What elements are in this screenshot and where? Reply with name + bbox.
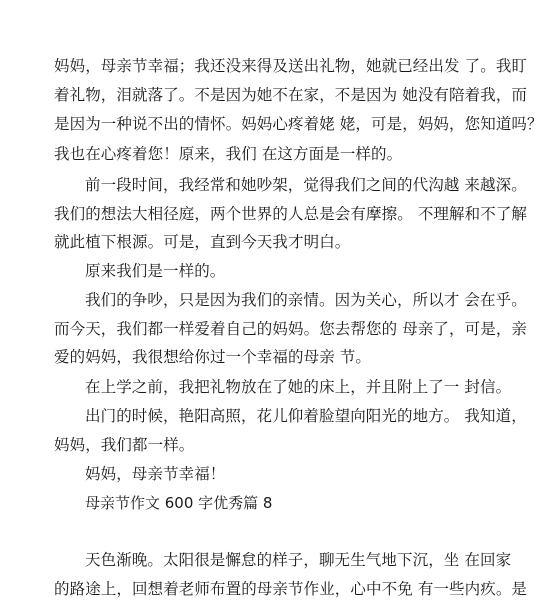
text-line: 妈妈，母亲节幸福！	[85, 465, 226, 483]
text-line: 前一段时间，我经常和她吵架，觉得我们之间的代沟越 来越深。	[85, 176, 527, 194]
text-line: 我们的争吵，只是因为我们的亲情。因为关心，所以才 会在乎。	[85, 291, 527, 309]
text-line: 是因为一种说不出的情怀。妈妈心疼着姥 姥，可是，妈妈，您知道吗？	[54, 115, 543, 133]
text-line: 原来我们是一样的。	[85, 262, 226, 280]
text-line: 着礼物，泪就落了。不是因为她不在家，不是因为 她没有陪着我，而	[54, 86, 528, 104]
text-line: 妈妈，我们都一样。	[54, 436, 195, 454]
text-line: 的路途上，回想着老师布置的母亲节作业，心中不免 有一些内疚。是	[54, 580, 528, 598]
section-heading: 母亲节作文 600 字优秀篇 8	[85, 494, 273, 512]
text-line: 在上学之前，我把礼物放在了她的床上，并且附上了一 封信。	[85, 378, 512, 396]
text-line: 妈妈，母亲节幸福；我还没来得及送出礼物，她就已经出发 了。我盯	[54, 57, 528, 75]
text-line: 天色渐晚。太阳很是懈怠的样子，聊无生气地下沉，坐 在回家	[85, 551, 512, 569]
text-line: 而今天，我们都一样爱着自己的妈妈。您去帮您的 母亲了，可是，亲	[54, 320, 528, 338]
text-line: 就此植下根源。可是，直到今天我才明白。	[54, 233, 351, 251]
text-line: 爱的妈妈，我很想给你过一个幸福的母亲 节。	[54, 348, 372, 366]
text-line: 我也在心疼着您！原来，我们 在这方面是一样的。	[54, 145, 403, 163]
text-line: 出门的时候，艳阳高照，花儿仰着脸望向阳光的地方。 我知道，	[85, 407, 527, 425]
text-line: 我们的想法大相径庭，两个世界的人总是会有摩擦。 不理解和不了解	[54, 205, 528, 223]
